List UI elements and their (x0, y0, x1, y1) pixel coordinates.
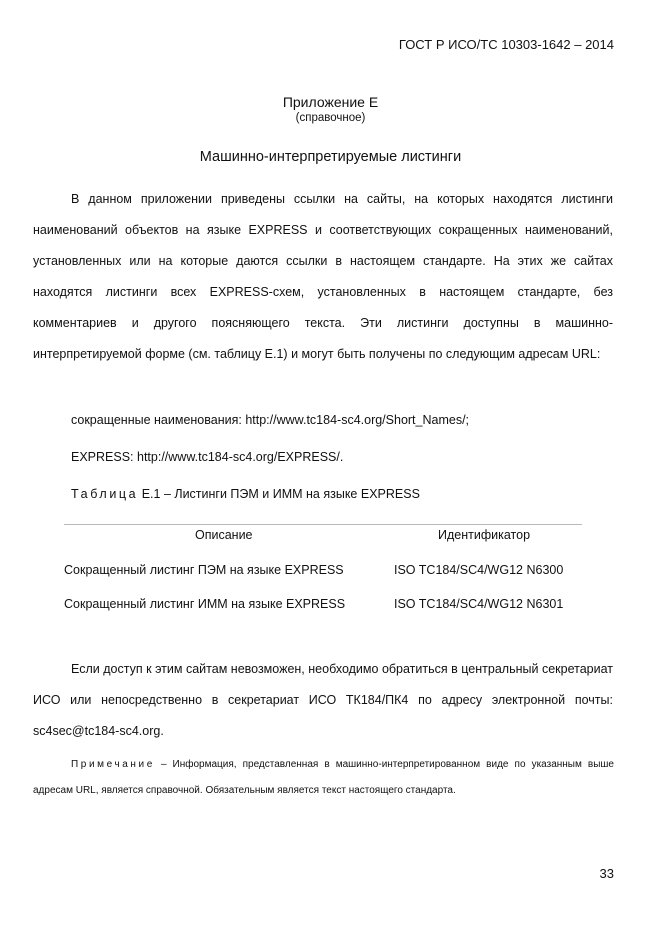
table-caption-text: Е.1 – Листинги ПЭМ и ИММ на языке EXPRESS (141, 487, 420, 501)
table-row-1-description: Сокращенный листинг ПЭМ на языке EXPRESS (64, 563, 344, 577)
document-code: ГОСТ Р ИСО/ТС 10303-1642 – 2014 (398, 37, 614, 52)
contact-paragraph: Если доступ к этим сайтам невозможен, необходимо обратиться в центральный секретариат ИСО или непосредственно в секретариат ИСО ТК184/ПК4 по адресу электронной почты: sc4sec@tc184-sc4.org. (33, 662, 613, 738)
intro-paragraph: В данном приложении приведены ссылки на сайты, на которых находятся листинги наименований объектов на языке EXPRESS и соответствующих сокращенных наименований, установленных или на которые даются ссылки в настоящем стандарте. На этих же сайтах находятся листинги всех EXPRESS-схем, установленных в настоящем стандарте, без комментариев и другого поясняющего текста. Эти листинги доступны в машинно-интерпретируемой форме (см. таблицу Е.1) и могут быть получены по следующим адресам URL: (33, 192, 613, 361)
table-top-rule (64, 524, 582, 525)
section-title: Машинно-интерпретируемые листинги (199, 149, 462, 165)
table-caption-label: Таблица (71, 487, 139, 501)
appendix-subtitle: (справочное) (295, 112, 366, 124)
table-row-2-identifier: ISO TC184/SC4/WG12 N6301 (394, 597, 564, 611)
short-names-url-line: сокращенные наименования: http://www.tc184-sc4.org/Short_Names/; (71, 413, 470, 427)
table-header-identifier: Идентификатор (438, 528, 531, 542)
note-text: – Информация, представленная в машинно-интерпретированном виде по указанным выше адресам URL, является справочной. Обязательным является текст настоящего стандарта. (33, 759, 614, 796)
page-number: 33 (599, 866, 614, 881)
table-row-1-identifier: ISO TC184/SC4/WG12 N6300 (394, 563, 564, 577)
note (33, 752, 614, 804)
table-header-description: Описание (195, 528, 253, 542)
table-caption (71, 487, 420, 501)
express-url-line: EXPRESS: http://www.tc184-sc4.org/EXPRESS/. (71, 450, 344, 464)
appendix-title: Приложение Е (282, 94, 379, 110)
note-label: Примечание (71, 759, 155, 770)
table-row-2-description: Сокращенный листинг ИММ на языке EXPRESS (64, 597, 346, 611)
